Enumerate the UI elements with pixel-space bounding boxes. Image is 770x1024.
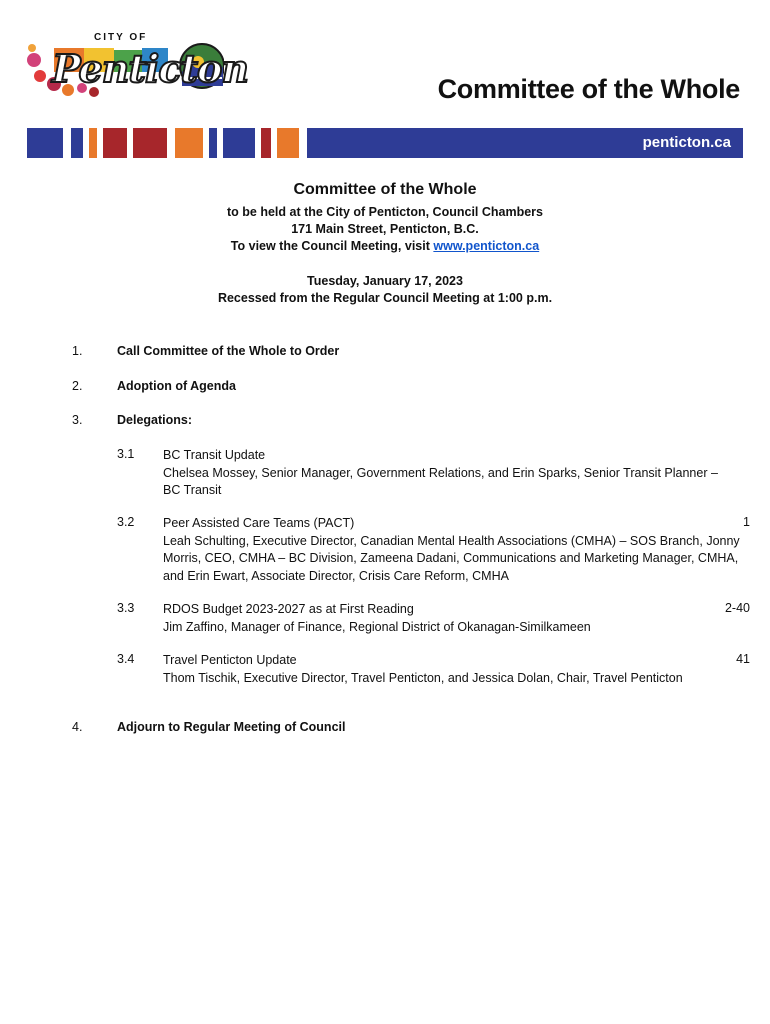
page-reference: 41	[736, 652, 750, 666]
delegation-detail: Chelsea Mossey, Senior Manager, Government Relations, and Erin Sparks, Senior Transit Planner – BC Transit	[163, 465, 718, 497]
agenda-number: 4.	[72, 720, 83, 734]
delegation-title: BC Transit Update	[163, 448, 266, 462]
delegation-item	[163, 447, 748, 500]
delegation-item	[163, 515, 748, 585]
agenda-item: Adoption of Agenda	[117, 379, 236, 393]
delegation-number: 3.1	[117, 447, 135, 461]
color-band	[27, 128, 743, 158]
band-segment	[103, 128, 127, 158]
delegation-detail: Leah Schulting, Executive Director, Canadian Mental Health Associations (CMHA) – SOS Branch, Jonny Morris, CEO, CMHA – BC Division, Zameena Dadani, Communications and Marketing Manager, CMHA, and Erin Ewart, Associate Director, Crisis Care Reform, CMHA	[163, 533, 740, 583]
meeting-recess: Recessed from the Regular Council Meeting at 1:00 p.m.	[217, 291, 553, 305]
delegation-detail: Jim Zaffino, Manager of Finance, Regional District of Okanagan-Similkameen	[163, 619, 591, 634]
logo-top-text: CITY OF	[94, 32, 148, 43]
band-segment	[223, 128, 255, 158]
delegation-number: 3.4	[117, 652, 135, 666]
band-segment	[261, 128, 271, 158]
band-segment	[71, 128, 83, 158]
delegation-number: 3.2	[117, 515, 135, 529]
band-segment	[89, 128, 97, 158]
delegation-number: 3.3	[117, 601, 135, 615]
meeting-view-line	[0, 239, 770, 253]
agenda-item: Delegations:	[117, 413, 193, 427]
band-segment	[27, 128, 63, 158]
document-title: Committee of the Whole	[437, 74, 740, 104]
band-url: penticton.ca	[642, 134, 731, 151]
band-segment	[277, 128, 299, 158]
delegation-item	[163, 601, 748, 636]
delegation-detail: Thom Tischik, Executive Director, Travel Penticton, and Jessica Dolan, Chair, Travel Penticton	[163, 670, 683, 685]
page-reference: 2-40	[724, 601, 750, 615]
band-segment	[175, 128, 203, 158]
website-link[interactable]: www.penticton.ca	[433, 239, 540, 253]
agenda-number: 3.	[72, 413, 83, 427]
meeting-address: 171 Main Street, Penticton, B.C.	[291, 222, 479, 236]
meeting-location: to be held at the City of Penticton, Council Chambers	[227, 205, 543, 219]
band-segment	[209, 128, 217, 158]
delegation-title: Travel Penticton Update	[163, 653, 297, 667]
delegation-title: Peer Assisted Care Teams (PACT)	[163, 516, 355, 530]
delegation-title: RDOS Budget 2023-2027 as at First Reading	[163, 602, 414, 616]
band-segment	[133, 128, 167, 158]
view-prefix: To view the Council Meeting, visit	[230, 239, 434, 253]
page-reference: 1	[743, 515, 750, 529]
city-logo	[24, 26, 249, 106]
logo-wordmark: Penticton	[52, 46, 249, 91]
meeting-date: Tuesday, January 17, 2023	[307, 274, 463, 288]
agenda-item: Call Committee of the Whole to Order	[117, 344, 340, 358]
delegation-item	[163, 652, 748, 687]
agenda-number: 2.	[72, 379, 83, 393]
agenda-number: 1.	[72, 344, 83, 358]
meeting-heading: Committee of the Whole	[293, 181, 477, 198]
agenda-item: Adjourn to Regular Meeting of Council	[117, 720, 346, 734]
